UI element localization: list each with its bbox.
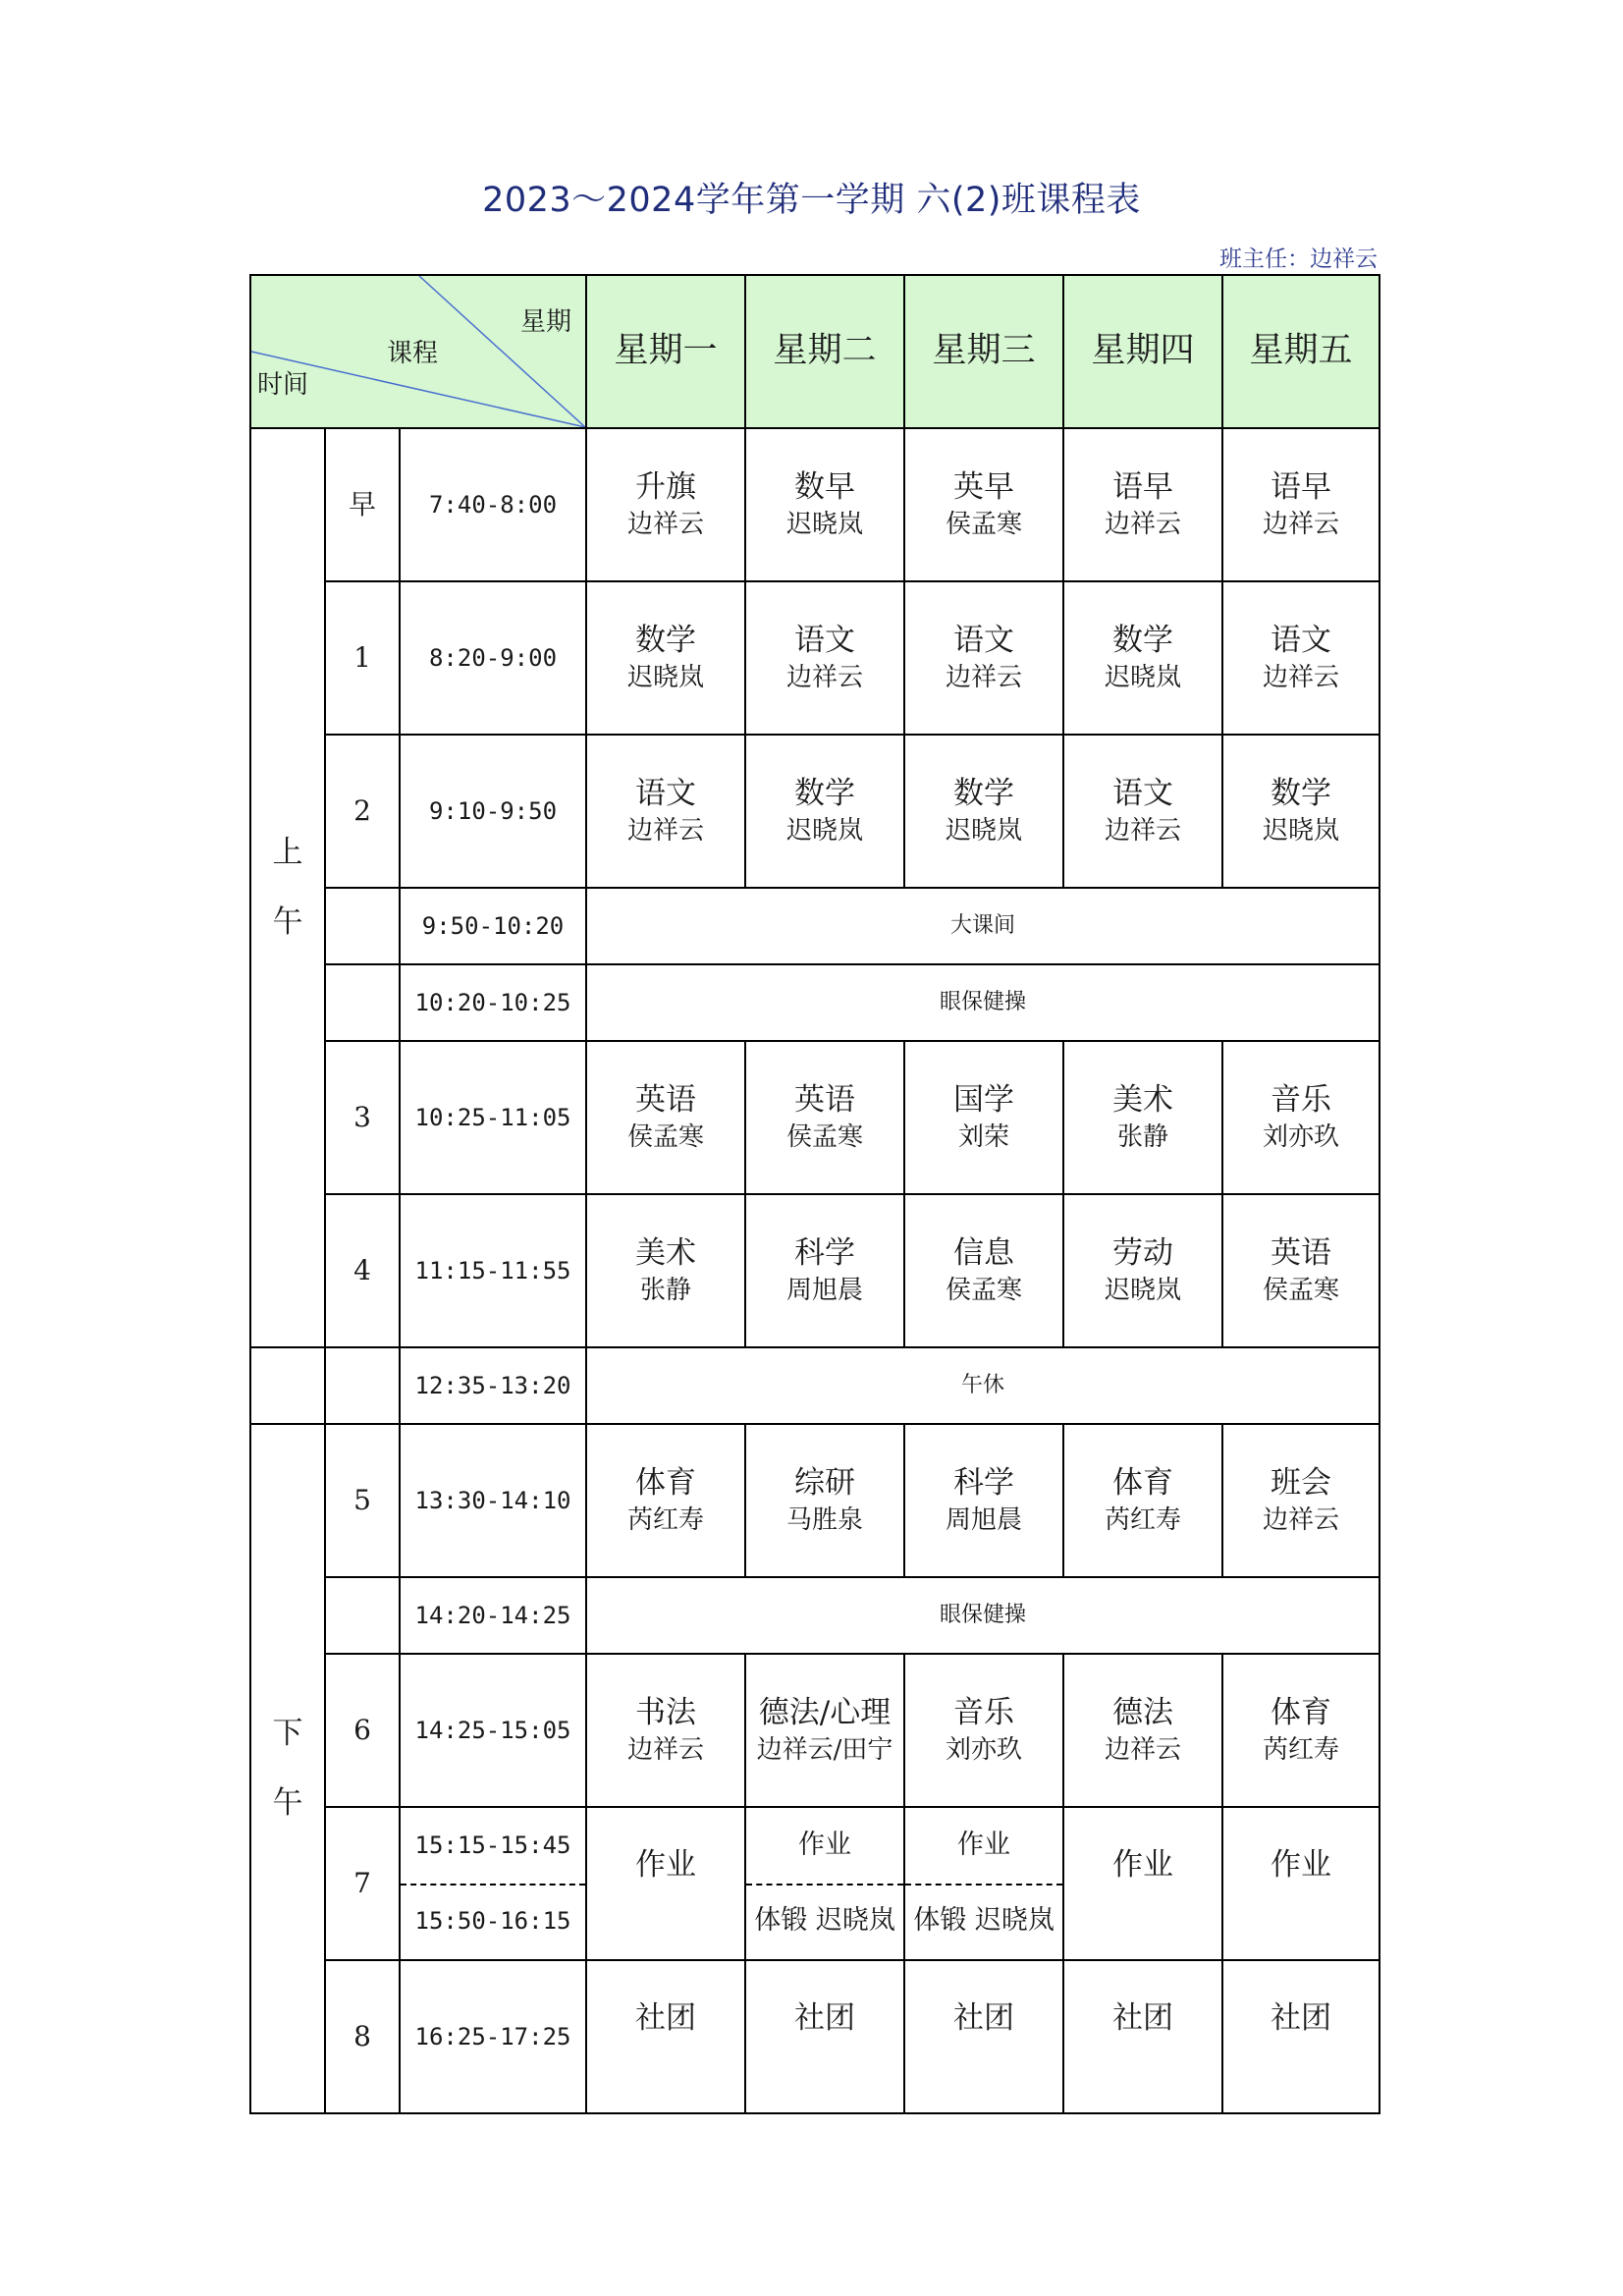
class-cell [1063,1654,1222,1807]
teacher: 迟晓岚 [786,816,864,847]
half-afternoon [250,1424,325,2113]
teacher: 边祥云 [946,663,1023,693]
subject-b: 体锻 迟晓岚 [913,1905,1055,1937]
subject: 社团 [1112,2000,1174,2036]
subject: 语文 [794,622,856,658]
teacher: 边祥云 [627,1735,705,1766]
subject: 综研 [794,1464,856,1501]
table-row [250,1807,1380,1960]
subject: 作业 [1271,1847,1332,1883]
period-cell: 7 [325,1807,400,1960]
table-row [250,1654,1380,1807]
subject: 语文 [635,775,697,811]
teacher: 侯孟寒 [1263,1276,1340,1306]
subject: 数学 [1112,622,1174,658]
class-cell [745,735,904,888]
period-cell: 8 [325,1960,400,2113]
class-cell [1222,735,1380,888]
period-cell: 早 [325,428,400,581]
class-cell [1063,1807,1222,1960]
class-cell [1222,1424,1380,1577]
subject: 英语 [794,1081,856,1118]
class-cell [1222,1041,1380,1194]
time-cell-a: 15:15-15:45 [401,1808,585,1886]
period-cell: 5 [325,1424,400,1577]
subject: 社团 [953,2000,1015,2036]
teacher: 刘亦玖 [1263,1122,1340,1153]
teacher: 边祥云 [627,510,705,540]
period-cell: 1 [325,581,400,735]
time-cell: 12:35-13:20 [400,1347,586,1424]
break-row [250,1347,1380,1424]
page-title: 2023～2024学年第一学期 六(2)班课程表 [482,181,1141,220]
subject: 英语 [635,1081,697,1118]
class-cell [904,428,1063,581]
class-cell [1063,1041,1222,1194]
header-row [250,275,1380,428]
subject: 德法 [1112,1694,1174,1730]
class-cell [904,1194,1063,1347]
table-row [250,581,1380,735]
teacher: 边祥云 [1263,1505,1340,1536]
time-cell: 10:20-10:25 [400,964,586,1041]
subject: 音乐 [953,1694,1015,1730]
class-cell-split [904,1807,1063,1960]
subject: 班会 [1271,1464,1332,1501]
teacher: 周旭晨 [946,1505,1023,1536]
table-row [250,1960,1380,2113]
class-cell [1222,1960,1380,2113]
time-cell: 10:25-11:05 [400,1041,586,1194]
time-cell: 11:15-11:55 [400,1194,586,1347]
subject: 数学 [953,775,1015,811]
teacher: 边祥云 [1105,816,1182,847]
teacher: 迟晓岚 [1105,1276,1182,1306]
period-cell: 4 [325,1194,400,1347]
class-cell-split [745,1807,904,1960]
half-afternoon-label: 下 午 [272,1715,303,1821]
subject: 语文 [1112,775,1174,811]
teacher: 迟晓岚 [627,663,705,693]
teacher: 迟晓岚 [1105,663,1182,693]
day-header-mon: 星期一 [586,275,745,428]
subject: 劳动 [1112,1234,1174,1271]
period-cell-empty [325,888,400,964]
subject: 社团 [635,2000,697,2036]
break-row [250,888,1380,964]
subject: 数学 [635,622,697,658]
time-cell: 8:20-9:00 [400,581,586,735]
subject: 语文 [953,622,1015,658]
subject: 信息 [953,1234,1015,1271]
table-row [250,1424,1380,1577]
teacher: 芮红寿 [1263,1735,1340,1766]
class-cell [1063,581,1222,735]
class-cell [586,1424,745,1577]
teacher: 边祥云 [786,663,864,693]
time-cell: 16:25-17:25 [400,1960,586,2113]
time-cell: 9:50-10:20 [400,888,586,964]
subject-a: 作业 [905,1808,1062,1886]
time-cell-b: 15:50-16:15 [414,1907,571,1936]
subject: 英早 [953,468,1015,505]
subject-b: 体锻 迟晓岚 [754,1905,895,1937]
subject: 语早 [1271,468,1332,505]
class-cell [1063,735,1222,888]
subject: 体育 [1112,1464,1174,1501]
half-morning [250,428,325,1347]
subject: 英语 [1271,1234,1332,1271]
head-teacher-label: 班主任：边祥云 [1219,246,1378,272]
subject: 社团 [794,2000,856,2036]
header-corner [250,275,586,428]
day-header-thu: 星期四 [1063,275,1222,428]
class-cell [1222,1194,1380,1347]
subject: 语早 [1112,468,1174,505]
day-header-wed: 星期三 [904,275,1063,428]
subject: 科学 [794,1234,856,1271]
teacher: 芮红寿 [1105,1505,1182,1536]
class-cell [1063,1960,1222,2113]
class-cell [1063,428,1222,581]
class-cell [586,581,745,735]
subject: 作业 [1112,1847,1174,1883]
class-cell [745,1960,904,2113]
class-cell [904,1654,1063,1807]
class-cell [904,1960,1063,2113]
teacher: 迟晓岚 [946,816,1023,847]
class-cell [586,1041,745,1194]
teacher: 刘亦玖 [946,1735,1023,1766]
class-cell [745,1424,904,1577]
half-cell-empty [250,1347,325,1424]
corner-course-label: 课程 [387,339,439,368]
class-cell [745,1654,904,1807]
period-cell: 6 [325,1654,400,1807]
class-cell [586,1194,745,1347]
class-cell [1222,1807,1380,1960]
class-cell [745,1041,904,1194]
teacher: 马胜泉 [786,1505,864,1536]
class-cell [1063,1424,1222,1577]
class-cell [904,1424,1063,1577]
teacher: 边祥云 [627,816,705,847]
table-row [250,428,1380,581]
class-cell [586,1807,745,1960]
subject: 体育 [1271,1694,1332,1730]
teacher: 侯孟寒 [946,510,1023,540]
class-cell [1222,581,1380,735]
class-cell [904,735,1063,888]
subject: 音乐 [1271,1081,1332,1118]
subject: 书法 [635,1694,697,1730]
teacher: 边祥云/田宁 [756,1735,893,1766]
class-cell [745,581,904,735]
corner-time-label: 时间 [257,370,309,400]
subject: 科学 [953,1464,1015,1501]
class-cell [745,1194,904,1347]
teacher: 侯孟寒 [946,1276,1023,1306]
subject: 数早 [794,468,856,505]
subject: 德法/心理 [758,1694,892,1730]
subject: 数学 [794,775,856,811]
class-cell [1222,1654,1380,1807]
teacher: 芮红寿 [627,1505,705,1536]
corner-week-label: 星期 [520,307,572,337]
class-cell [586,1654,745,1807]
break-label: 眼保健操 [586,964,1380,1041]
break-label: 大课间 [586,888,1380,964]
teacher: 迟晓岚 [786,510,864,540]
break-label: 眼保健操 [586,1577,1380,1654]
class-cell [745,428,904,581]
teacher: 周旭晨 [786,1276,864,1306]
class-cell [586,428,745,581]
teacher: 边祥云 [1105,510,1182,540]
teacher: 迟晓岚 [1263,816,1340,847]
table-row [250,1194,1380,1347]
class-cell [904,1041,1063,1194]
teacher: 边祥云 [1263,663,1340,693]
period-cell-empty [325,964,400,1041]
subject: 数学 [1271,775,1332,811]
break-row [250,1577,1380,1654]
subject: 美术 [1112,1081,1174,1118]
subject: 国学 [953,1081,1015,1118]
subject: 社团 [1271,2000,1332,2036]
class-cell [586,1960,745,2113]
time-cell: 14:25-15:05 [400,1654,586,1807]
time-cell: 14:20-14:25 [400,1577,586,1654]
timetable [249,274,1380,2114]
class-cell [586,735,745,888]
teacher: 边祥云 [1263,510,1340,540]
subject: 语文 [1271,622,1332,658]
table-row [250,1041,1380,1194]
subject-a: 作业 [746,1808,903,1886]
period-cell: 2 [325,735,400,888]
time-cell-split [400,1807,586,1960]
subject: 升旗 [635,468,697,505]
subject: 美术 [635,1234,697,1271]
half-morning-label: 上 午 [272,834,303,940]
class-cell [1063,1194,1222,1347]
teacher: 张静 [640,1276,692,1306]
subject: 作业 [635,1847,697,1883]
period-cell: 3 [325,1041,400,1194]
class-cell [1222,428,1380,581]
class-cell [904,581,1063,735]
time-cell: 13:30-14:10 [400,1424,586,1577]
table-row [250,735,1380,888]
time-cell: 9:10-9:50 [400,735,586,888]
day-header-fri: 星期五 [1222,275,1380,428]
teacher: 张静 [1117,1122,1169,1153]
period-cell-empty [325,1577,400,1654]
break-row [250,964,1380,1041]
teacher: 刘荣 [958,1122,1010,1153]
teacher: 边祥云 [1105,1735,1182,1766]
day-header-tue: 星期二 [745,275,904,428]
time-cell: 7:40-8:00 [400,428,586,581]
teacher: 侯孟寒 [627,1122,705,1153]
period-cell-empty [325,1347,400,1424]
subject: 体育 [635,1464,697,1501]
teacher: 侯孟寒 [786,1122,864,1153]
break-label: 午休 [586,1347,1380,1424]
